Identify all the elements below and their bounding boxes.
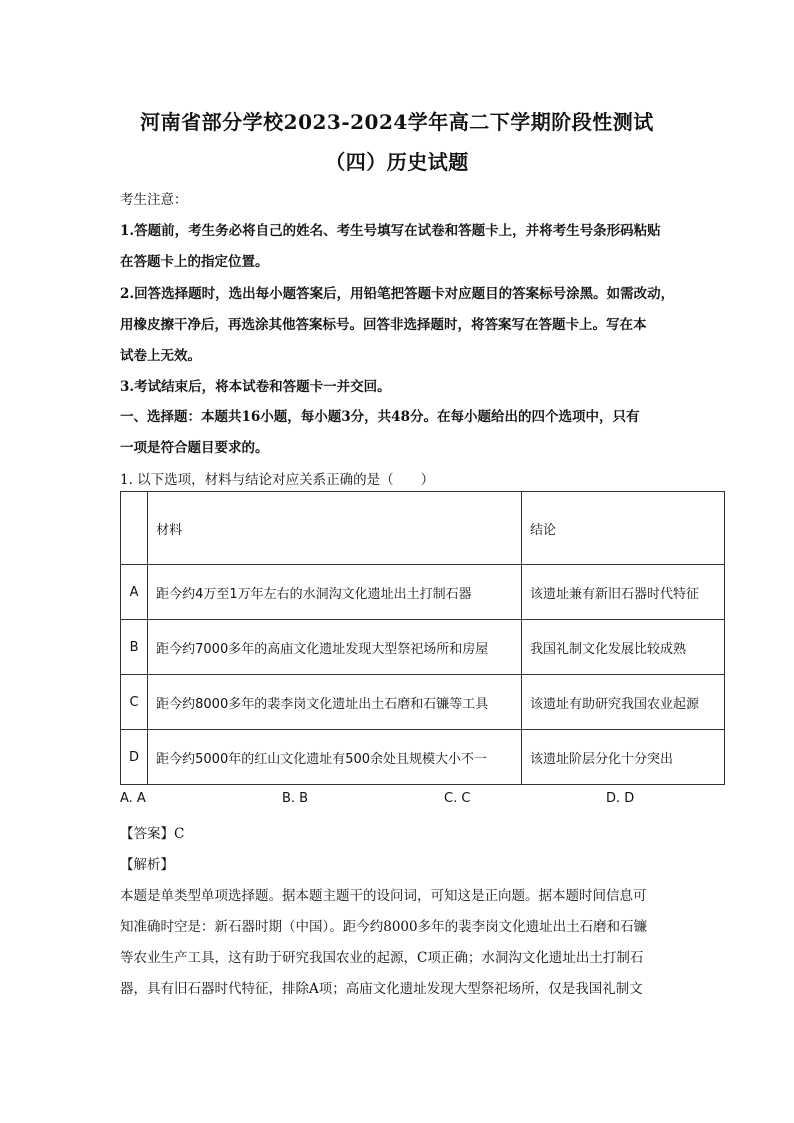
question-table	[120, 491, 725, 785]
notice-line: 2.回答选择题时，选出每小题答案后，用铅笔把答题卡对应题目的答案标号涂黑。如需改动，	[120, 286, 675, 302]
table-row	[121, 565, 725, 620]
option-b: B. B	[282, 791, 309, 806]
table-header-row	[121, 492, 725, 565]
notice-line: 1.答题前，考生务必将自己的姓名、考生号填写在试卷和答题卡上，并将考生号条形码粘贴	[120, 223, 661, 239]
table-cell: 该遗址有助研究我国农业起源	[521, 675, 724, 730]
table-cell: 该遗址阶层分化十分突出	[521, 730, 724, 785]
notice-line: 3.考试结束后，将本试卷和答题卡一并交回。	[120, 379, 391, 395]
analysis-line: 本题是单类型单项选择题。据本题主题干的设问词，可知这是正向题。据本题时间信息可	[120, 888, 647, 904]
table-cell: D	[121, 730, 148, 785]
section-instruction: 一项是符合题目要求的。	[120, 440, 269, 456]
question-stem: 1. 以下选项，材料与结论对应关系正确的是（ ）	[120, 472, 435, 488]
table-row	[121, 620, 725, 675]
table-header-cell: 结论	[521, 492, 724, 565]
table-cell: B	[121, 620, 148, 675]
table-cell: 我国礼制文化发展比较成熟	[521, 620, 724, 675]
table-header-cell	[121, 492, 148, 565]
table-cell: 该遗址兼有新旧石器时代特征	[521, 565, 724, 620]
notice-line: 在答题卡上的指定位置。	[120, 254, 269, 270]
option-c: C. C	[444, 791, 471, 806]
table-cell: C	[121, 675, 148, 730]
exam-title-line2: （四）历史试题	[325, 150, 469, 174]
analysis-line: 等农业生产工具，这有助于研究我国农业的起源，C项正确；水洞沟文化遗址出土打制石	[120, 950, 644, 966]
section-instruction: 一、选择题：本题共16小题，每小题3分，共48分。在每小题给出的四个选项中，只有	[120, 409, 640, 425]
answer-label: 【答案】C	[120, 826, 185, 842]
notice-line: 试卷上无效。	[120, 348, 201, 364]
table-cell: 距今约4万至1万年左右的水洞沟文化遗址出土打制石器	[148, 565, 522, 620]
analysis-line: 知准确时空是：新石器时期（中国）。距今约8000多年的裴李岗文化遗址出土石磨和石镰	[120, 919, 648, 935]
table-header-cell: 材料	[148, 492, 522, 565]
option-d: D. D	[606, 791, 635, 806]
table-row	[121, 730, 725, 785]
table-cell: 距今约7000多年的高庙文化遗址发现大型祭祀场所和房屋	[148, 620, 522, 675]
table-cell: A	[121, 565, 148, 620]
table-row	[121, 675, 725, 730]
analysis-heading: 【解析】	[120, 857, 174, 873]
analysis-line: 器，具有旧石器时代特征，排除A项；高庙文化遗址发现大型祭祀场所，仅是我国礼制文	[120, 981, 643, 997]
notice-line: 用橡皮擦干净后，再选涂其他答案标号。回答非选择题时，将答案写在答题卡上。写在本	[120, 317, 647, 333]
option-a: A. A	[120, 791, 146, 806]
table-cell: 距今约8000多年的裴李岗文化遗址出土石磨和石镰等工具	[148, 675, 522, 730]
table-cell: 距今约5000年的红山文化遗址有500余处且规模大小不一	[148, 730, 522, 785]
exam-title-line1: 河南省部分学校2023-2024学年高二下学期阶段性测试	[140, 110, 654, 134]
notice-heading: 考生注意：	[120, 192, 188, 208]
